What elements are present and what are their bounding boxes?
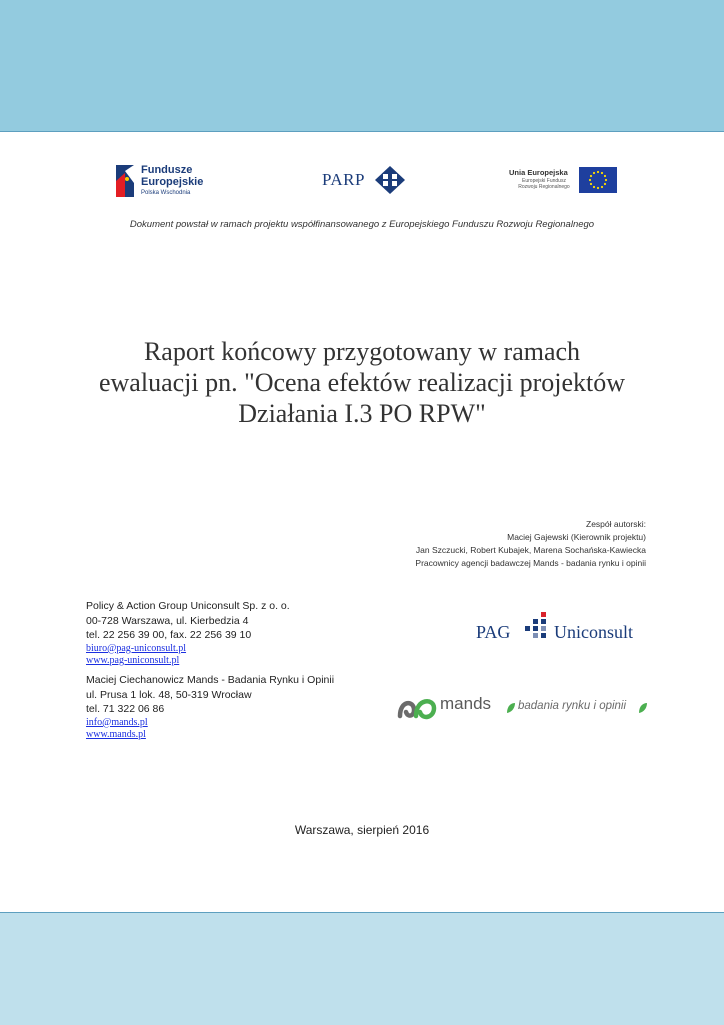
- ue-sub-line1: Europejski Fundusz: [522, 178, 566, 184]
- mands-web-link[interactable]: www.mands.pl: [86, 728, 146, 740]
- pag-address: 00-728 Warszawa, ul. Kierbedzia 4: [86, 614, 249, 627]
- ue-sub-line2: Rozwoju Regionalnego: [518, 184, 570, 190]
- author-line2: Jan Szczucki, Robert Kubajek, Marena Sochańska-Kawiecka: [415, 545, 646, 555]
- mands-emblem-icon: [396, 686, 438, 722]
- eu-flag-icon: [579, 167, 617, 193]
- mands-address: ul. Prusa 1 lok. 48, 50-319 Wrocław: [86, 688, 252, 701]
- pag-web-link[interactable]: www.pag-uniconsult.pl: [86, 654, 180, 666]
- author-line1: Maciej Gajewski (Kierownik projektu): [507, 532, 646, 542]
- authors-block: [286, 518, 646, 570]
- uniconsult-logo-text: Uniconsult: [554, 622, 633, 642]
- parp-logo: [322, 165, 408, 195]
- pag-uniconsult-logo: [476, 610, 651, 646]
- fe-subtitle: Polska Wschodnia: [141, 190, 191, 196]
- mands-tagline: badania rynku i opinii: [518, 700, 627, 712]
- report-title: [60, 336, 664, 429]
- mands-phone: tel. 71 322 06 86: [86, 703, 165, 715]
- place-and-date: Warszawa, sierpień 2016: [294, 823, 430, 837]
- mands-company-name: Maciej Ciechanowicz Mands - Badania Rynku i Opinii: [86, 674, 335, 686]
- mands-email-link[interactable]: info@mands.pl: [86, 716, 148, 728]
- pag-company-name: Policy & Action Group Uniconsult Sp. z o. o.: [86, 600, 290, 612]
- title-line2: ewaluacji pn. "Ocena efektów realizacji projektów: [98, 368, 626, 397]
- author-line3: Pracownicy agencji badawczej Mands - badania rynku i opinii: [415, 558, 646, 568]
- fundusze-europejskie-logo: [113, 161, 223, 201]
- leaf-icon-end: [638, 702, 648, 714]
- pag-phone: tel. 22 256 39 00, fax. 22 256 39 10: [86, 629, 252, 641]
- leaf-icon: [506, 702, 516, 714]
- mands-logo-text: mands: [440, 694, 492, 713]
- fe-flag-icon: [113, 161, 137, 201]
- pag-email-link[interactable]: biuro@pag-uniconsult.pl: [86, 642, 187, 654]
- authors-heading: Zespół autorski:: [586, 519, 646, 529]
- ue-subtitle: [512, 178, 576, 190]
- pag-logo-text: PAG: [476, 622, 511, 642]
- contact-pag: [86, 599, 406, 667]
- contact-mands: [86, 673, 406, 741]
- title-line1: Raport końcowy przygotowany w ramach: [143, 337, 581, 366]
- unia-europejska-logo: [509, 167, 617, 193]
- parp-text: PARP: [322, 170, 365, 189]
- fe-name: [141, 164, 203, 188]
- document-note: Dokument powstał w ramach projektu współfinansowanego z Europejskiego Funduszu Rozwoju Regionalnego: [129, 219, 595, 230]
- header-band: [0, 0, 724, 132]
- pag-dots-icon: [523, 612, 551, 642]
- parp-emblem-icon: [374, 165, 406, 195]
- mands-logo: [396, 686, 652, 722]
- title-line3: Działania I.3 PO RPW": [238, 399, 486, 428]
- fe-line2: Europejskie: [141, 176, 204, 188]
- footer-band: [0, 912, 724, 1025]
- ue-title: Unia Europejska: [509, 168, 568, 177]
- fe-line1: Fundusze: [141, 164, 193, 176]
